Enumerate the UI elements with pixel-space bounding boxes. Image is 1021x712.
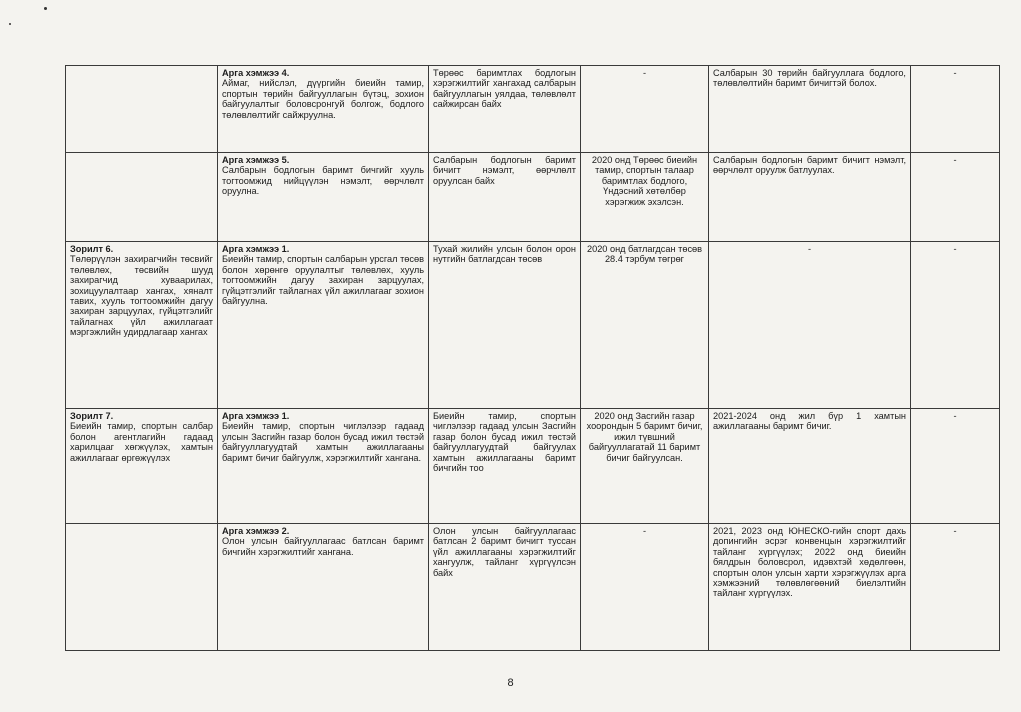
goal-cell <box>66 153 218 242</box>
goal-cell <box>66 66 218 153</box>
baseline-cell: 2020 онд батлагдсан төсөв 28.4 тэрбум төгрөг <box>581 242 709 409</box>
scan-speck <box>9 23 11 25</box>
indicator-cell: Биеийн тамир, спортын чиглэлээр гадаад улсын Засгийн газар болон бусад ижил төстэй байгууллагуудтай байгуулах хамтын ажиллагааны баримт бичгийн тоо <box>429 409 581 524</box>
measure-title: Арга хэмжээ 5. <box>222 155 290 165</box>
note-cell: - <box>911 153 1000 242</box>
measure-text: Аймаг, нийслэл, дүүргийн биеийн тамир, спортын төрийн байгууллагын бүтэц, зохион байгуулалтыг боловсронгуй болгож, бодлого төлөвлөлтийг сайжруулна. <box>222 78 424 120</box>
baseline-cell: - <box>581 524 709 651</box>
strategy-table <box>65 65 1000 651</box>
baseline-cell: - <box>581 66 709 153</box>
measure-text: Биеийн тамир, спортын салбарын урсгал төсөв болон хөрөнгө оруулалтыг төлөвлөх, хууль тогтоомжийн дагуу захиран зарцуулах, гүйцэтгэлийг тайлагнах үйл ажиллагааг зохион байгуулна. <box>222 254 424 307</box>
goal-title: Зорилт 6. <box>70 244 114 254</box>
measure-cell <box>218 153 429 242</box>
measure-cell <box>218 66 429 153</box>
indicator-cell: Төрөөс баримтлах бодлогын хэрэгжилтийг хангахад салбарын байгууллагын уялдаа, төлөвлөлт сайжирсан байх <box>429 66 581 153</box>
measure-title: Арга хэмжээ 1. <box>222 411 290 421</box>
page-number: 8 <box>507 677 514 689</box>
goal-title: Зорилт 7. <box>70 411 114 421</box>
note-cell: - <box>911 524 1000 651</box>
target-cell: 2021, 2023 онд ЮНЕСКО-гийн спорт дахь допингийн эсрэг конвенцын хэрэгжилтийг тайланг хүргүүлэх; 2022 онд биеийн бялдрын боловсрол, идэвхтэй хөдөлгөөн, спортын олон улсын харти хэрэгжүүлэх арга хэмжээний төлөвлөгөөний биелэлтийн тайланг хүргүүлэх. <box>709 524 911 651</box>
target-cell: 2021-2024 онд жил бүр 1 хамтын ажиллагааны баримт бичиг. <box>709 409 911 524</box>
table-row <box>66 242 1000 409</box>
target-cell: Салбарын 30 төрийн байгууллага бодлого, төлөвлөлтийн баримт бичигтэй болох. <box>709 66 911 153</box>
measure-title: Арга хэмжээ 2. <box>222 526 290 536</box>
indicator-cell: Тухай жилийн улсын болон орон нутгийн батлагдсан төсөв <box>429 242 581 409</box>
measure-cell <box>218 524 429 651</box>
measure-title: Арга хэмжээ 4. <box>222 68 290 78</box>
note-cell: - <box>911 242 1000 409</box>
goal-cell <box>66 524 218 651</box>
measure-text: Олон улсын байгууллагаас батлсан баримт бичгийн хэрэгжилтийг хангана. <box>222 536 424 557</box>
goal-text: Төлөрүүлэн захирагчийн төсвийг төлөвлөх, төсвийн шууд захирагчид хуваарилах, зохицуулалтаар хангах, хяналт тавих, хууль тогтоомжийн дагуу захиран зарцуулах, гүйцэтгэлийг тайлагнах үйл ажиллагаат мэргэжлийн удирдлагаар хангах <box>70 254 213 338</box>
scan-speck <box>44 7 47 10</box>
measure-text: Салбарын бодлогын баримт бичгийг хууль тогтоомжид нийцүүлэн нэмэлт, өөрчлөлт оруулна. <box>222 165 424 197</box>
table-row <box>66 524 1000 651</box>
measure-cell <box>218 242 429 409</box>
goal-text: Биеийн тамир, спортын салбар болон агентлагийн гадаад харилцааг хөгжүүлэх, хамтын ажиллагааг өргөжүүлэх <box>70 421 213 463</box>
table-row <box>66 153 1000 242</box>
baseline-cell: 2020 онд Төрөөс биеийн тамир, спортын талаар баримтлах бодлого, Үндэсний хөтөлбөр хэрэгжиж эхэлсэн. <box>581 153 709 242</box>
note-cell: - <box>911 66 1000 153</box>
indicator-cell: Салбарын бодлогын баримт бичигт нэмэлт, өөрчлөлт оруулсан байх <box>429 153 581 242</box>
table-row <box>66 66 1000 153</box>
measure-title: Арга хэмжээ 1. <box>222 244 290 254</box>
note-cell: - <box>911 409 1000 524</box>
measure-cell <box>218 409 429 524</box>
target-cell: - <box>709 242 911 409</box>
goal-cell <box>66 409 218 524</box>
indicator-cell: Олон улсын байгууллагаас батлсан 2 баримт бичигт туссан үйл ажиллагааны хэрэгжилтийг хангуулж, тайланг хүргүүлсэн байх <box>429 524 581 651</box>
table-row <box>66 409 1000 524</box>
measure-text: Биеийн тамир, спортын чиглэлээр гадаад улсын Засгийн газар болон бусад ижил төстэй байгууллагуудтай хамтын ажиллагааны баримт бичиг байгуулж, хэрэгжилтийг хангана. <box>222 421 424 463</box>
goal-cell <box>66 242 218 409</box>
baseline-cell: 2020 онд Засгийн газар хоорондын 5 баримт бичиг, ижил түвшний байгууллагатай 11 баримт бичиг байгуулсан. <box>581 409 709 524</box>
target-cell: Салбарын бодлогын баримт бичигт нэмэлт, өөрчлөлт оруулж батлуулах. <box>709 153 911 242</box>
